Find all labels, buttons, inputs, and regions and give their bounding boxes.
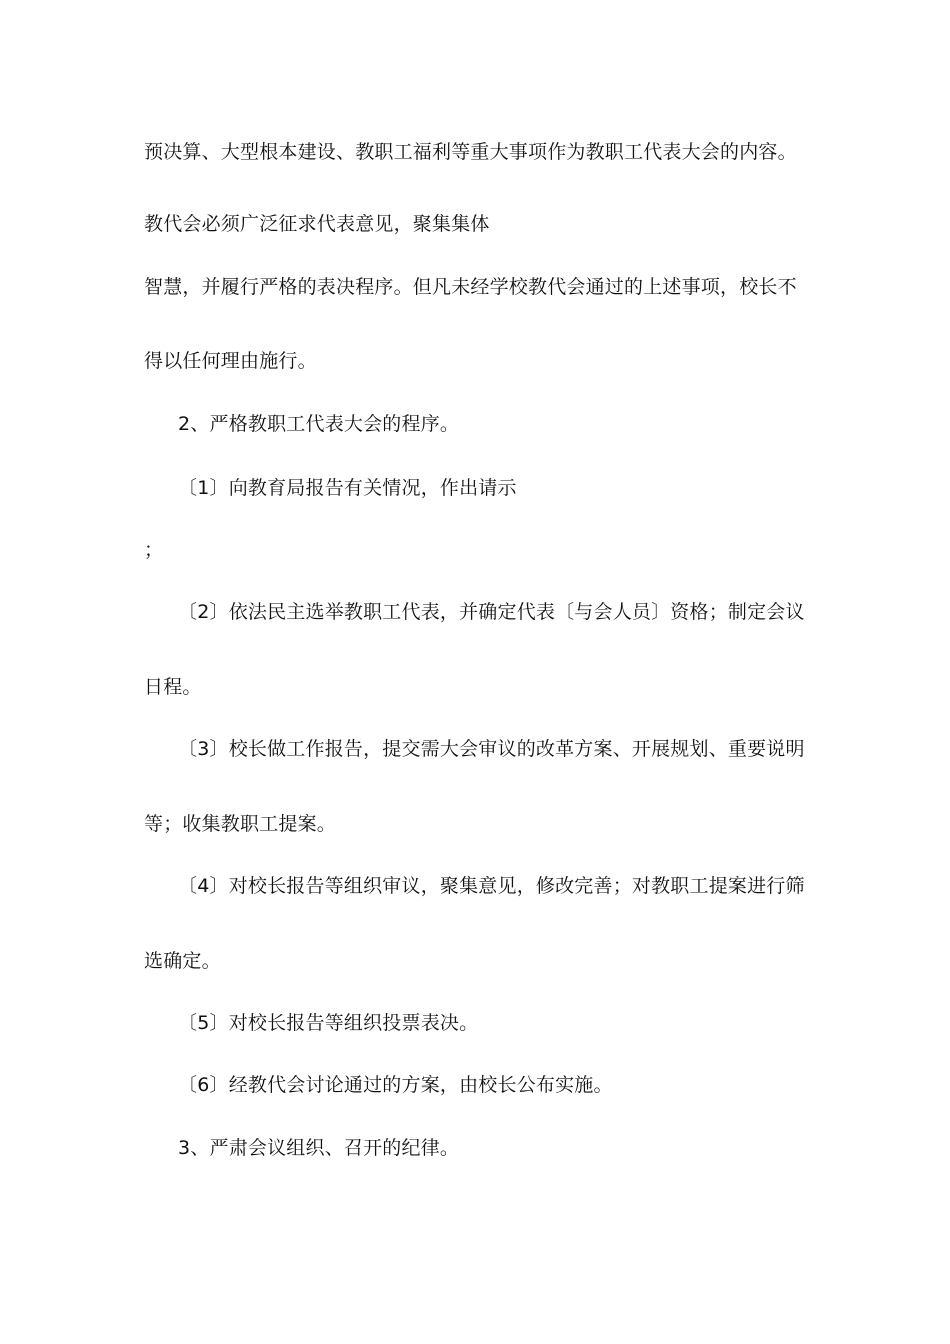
paragraph-line: 预决算、大型根本建设、教职工福利等重大事项作为教职工代表大会的内容。 <box>144 141 797 163</box>
paragraph-line: 日程。 <box>144 676 202 698</box>
list-item: 〔5〕对校长报告等组织投票表决。 <box>178 1012 479 1034</box>
paragraph-line: 得以任何理由施行。 <box>144 350 317 372</box>
paragraph-line: ； <box>144 539 164 561</box>
list-item: 〔4〕对校长报告等组织审议，聚集意见，修改完善；对教职工提案进行筛 <box>178 875 805 897</box>
section-heading: 3、严肃会议组织、召开的纪律。 <box>178 1137 460 1159</box>
list-item: 〔6〕经教代会讨论通过的方案，由校长公布实施。 <box>178 1074 613 1096</box>
paragraph-line: 选确定。 <box>144 950 221 972</box>
section-heading: 2、严格教职工代表大会的程序。 <box>178 413 460 435</box>
paragraph-line: 教代会必须广泛征求代表意见，聚集集体 <box>144 213 490 235</box>
list-item: 〔2〕依法民主选举教职工代表，并确定代表〔与会人员〕资格；制定会议 <box>178 601 805 623</box>
list-item: 〔3〕校长做工作报告，提交需大会审议的改革方案、开展规划、重要说明 <box>178 738 805 760</box>
paragraph-line: 等；收集教职工提案。 <box>144 813 337 835</box>
list-item: 〔1〕向教育局报告有关情况，作出请示 <box>178 477 517 499</box>
paragraph-line: 智慧，并履行严格的表决程序。但凡未经学校教代会通过的上述事项，校长不 <box>144 276 797 298</box>
